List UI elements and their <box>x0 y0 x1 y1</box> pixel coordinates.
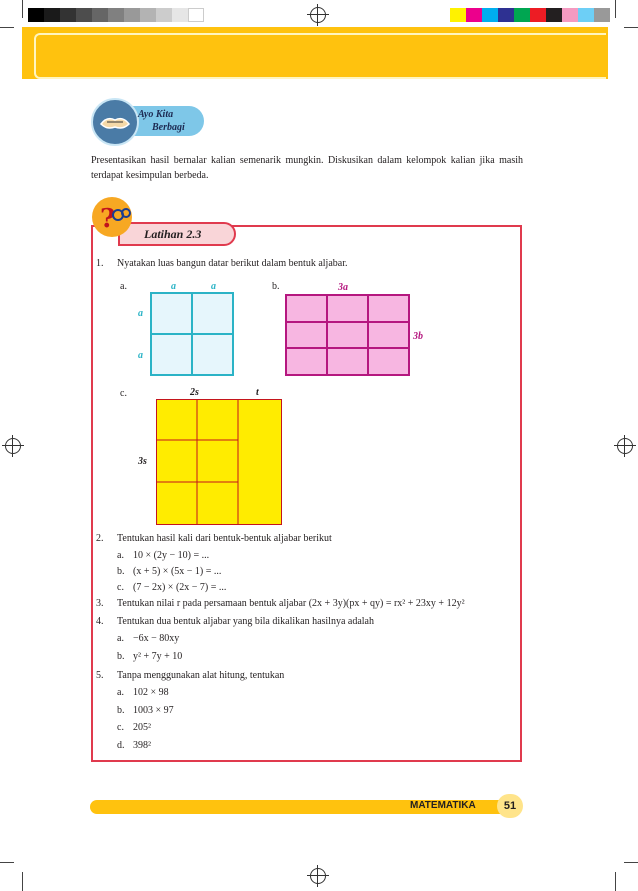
item-tag: a. <box>117 633 124 644</box>
item-tag: b. <box>117 566 125 577</box>
latihan-number: 2.3 <box>186 227 202 241</box>
dimension-label: 2s <box>190 387 199 398</box>
expression: 1003 × 97 <box>133 705 174 716</box>
crop-mark <box>0 27 14 28</box>
latihan-title <box>144 227 201 242</box>
item-tag: b. <box>117 705 125 716</box>
expression: 10 × (2y − 10) = ... <box>133 550 210 561</box>
dimension-label: a <box>138 308 143 319</box>
dimension-label: a <box>171 281 176 292</box>
intro-paragraph: Presentasikan hasil bernalar kalian semenarik mungkin. Diskusikan dalam kelompok kalian jika masih terdapat kesimpulan berbeda. <box>91 155 523 181</box>
expression: −6x − 80xy <box>133 633 180 644</box>
page-number: 51 <box>497 794 523 818</box>
dimension-label: a <box>211 281 216 292</box>
crop-mark <box>615 872 616 891</box>
berbagi-label: Berbagi <box>152 122 185 133</box>
registration-target-icon <box>5 438 21 454</box>
grayscale-color-bar <box>28 8 204 22</box>
subject-label: MATEMATIKA <box>410 800 476 811</box>
crop-mark <box>615 0 616 18</box>
question-number: 4. <box>96 616 104 627</box>
question-mark-icon <box>92 197 132 237</box>
dimension-label: 3s <box>138 456 147 467</box>
expression: 398² <box>133 740 151 751</box>
dimension-label: 3b <box>413 331 423 342</box>
crop-mark <box>624 27 638 28</box>
dimension-label: t <box>256 387 259 398</box>
expression: (7 − 2x) × (2x − 7) = ... <box>133 582 227 593</box>
square-grid-a <box>150 292 234 376</box>
crop-mark <box>22 0 23 18</box>
item-tag: c. <box>120 388 127 399</box>
cmyk-color-bar <box>450 8 610 22</box>
handshake-icon <box>91 98 139 146</box>
registration-target-icon <box>310 7 326 23</box>
crop-mark <box>624 862 638 863</box>
question-number: 2. <box>96 533 104 544</box>
question-text: Tentukan nilai r pada persamaan bentuk aljabar (2x + 3y)(px + qy) = rx² + 23xy + 12y² <box>117 598 465 609</box>
crop-mark <box>22 872 23 891</box>
item-tag: a. <box>117 687 124 698</box>
question-text: Tentukan hasil kali dari bentuk-bentuk aljabar berikut <box>117 533 332 544</box>
rectangle-grid-c <box>156 399 282 525</box>
item-tag: b. <box>272 281 280 292</box>
item-tag: b. <box>117 651 125 662</box>
question-number: 1. <box>96 258 104 269</box>
expression: 205² <box>133 722 151 733</box>
ayo-kita-label: Ayo Kita <box>138 109 174 120</box>
registration-target-icon <box>617 438 633 454</box>
item-tag: c. <box>117 582 124 593</box>
registration-target-icon <box>310 868 326 884</box>
item-tag: a. <box>120 281 127 292</box>
header-banner-outline <box>34 33 606 79</box>
rectangle-grid-b <box>285 294 410 376</box>
expression: 102 × 98 <box>133 687 169 698</box>
question-number: 5. <box>96 670 104 681</box>
expression: (x + 5) × (5x − 1) = ... <box>133 566 222 577</box>
question-text: Tentukan dua bentuk aljabar yang bila dikalikan hasilnya adalah <box>117 616 374 627</box>
item-tag: d. <box>117 740 125 751</box>
dimension-label: 3a <box>338 282 348 293</box>
svg-text:?: ? <box>100 204 116 234</box>
item-tag: c. <box>117 722 124 733</box>
dimension-label: a <box>138 350 143 361</box>
question-text: Nyatakan luas bangun datar berikut dalam bentuk aljabar. <box>117 258 348 269</box>
crop-mark <box>0 862 14 863</box>
question-number: 3. <box>96 598 104 609</box>
latihan-label: Latihan <box>144 227 184 241</box>
question-text: Tanpa menggunakan alat hitung, tentukan <box>117 670 285 681</box>
expression: y² + 7y + 10 <box>133 651 183 662</box>
item-tag: a. <box>117 550 124 561</box>
